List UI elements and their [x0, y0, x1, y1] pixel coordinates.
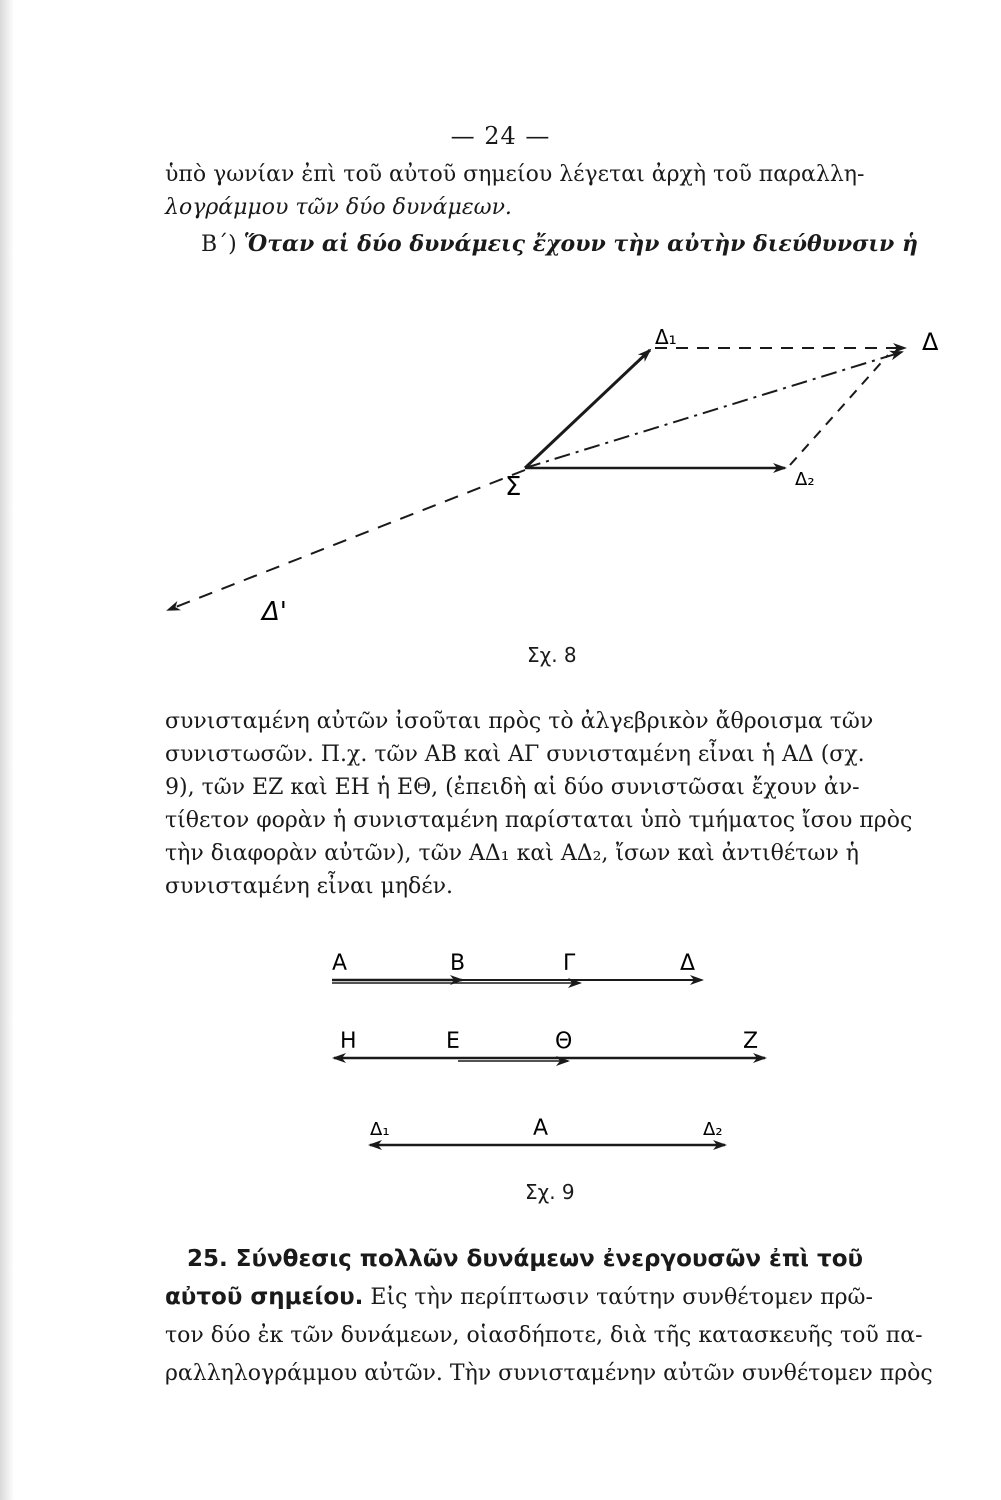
row3-label-d2: Δ₂: [703, 1119, 723, 1140]
row1-label-b: Β: [450, 951, 466, 976]
row1-label-g: Γ: [563, 951, 576, 976]
text-line: τίθετον φορὰν ἡ συνισταμένη παρίσταται ὑπὸ τμήματος ἴσου πρὸς: [165, 808, 913, 833]
row2-label-z: Ζ: [743, 1029, 759, 1054]
text-line: τον δύο ἐκ τῶν δυνάμεων, οἱασδήποτε, διὰ τῆς κατασκευῆς τοῦ πα-: [165, 1323, 923, 1348]
figure-9-caption: Σχ. 9: [525, 1180, 575, 1204]
row2-label-th: Θ: [555, 1029, 573, 1054]
label-d1: Δ₁: [655, 325, 677, 349]
page-number: — 24 —: [450, 122, 551, 150]
text-line: συνισταμένη αὐτῶν ἰσοῦται πρὸς τὸ ἀλγεβρικὸν ἄθροισμα τῶν: [165, 709, 874, 734]
text-line: ὑπὸ γωνίαν ἐπὶ τοῦ αὐτοῦ σημείου λέγεται ἀρχὴ τοῦ παραλλη-: [165, 162, 865, 187]
figure-9: [0, 945, 1001, 1155]
row1-label-a: Α: [332, 951, 348, 976]
page-edge-shadow: [0, 0, 14, 1500]
figure-8-caption: Σχ. 8: [527, 643, 577, 667]
row2-label-e: Ε: [446, 1029, 460, 1054]
top-paragraph: [165, 158, 935, 261]
case-emphasis: Ὅταν αἱ δύο δυνάμεις ἔχουν τὴν αὐτὴν διεύθυνσιν ἡ: [243, 231, 918, 257]
section-heading-cont: αὐτοῦ σημείου.: [165, 1284, 364, 1310]
row3-label-a: Α: [533, 1116, 549, 1141]
section-heading: 25. Σύνθεσις πολλῶν δυνάμεων ἐνεργουσῶν ἐπὶ τοῦ: [187, 1246, 864, 1272]
text-line: [165, 1278, 935, 1317]
text-line: τὴν διαφορὰν αὐτῶν), τῶν ΑΔ₁ καὶ ΑΔ₂, ἴσων καὶ ἀντιθέτων ἡ: [165, 841, 859, 866]
middle-paragraph: [165, 705, 935, 903]
row2-label-h: Η: [340, 1029, 357, 1054]
text-line: ραλληλογράμμου αὐτῶν. Τὴν συνισταμένην αὐτῶν συνθέτομεν πρὸς: [165, 1361, 933, 1386]
section-25: [165, 1240, 935, 1393]
section-text: Εἰς τὴν περίπτωσιν ταύτην συνθέτομεν πρῶ-: [370, 1285, 873, 1310]
label-d2: Δ₂: [795, 469, 815, 490]
label-d-prime: Δ': [262, 597, 287, 627]
dashed-d2-d: [790, 355, 888, 465]
label-sigma: Σ: [505, 472, 522, 502]
row3-label-d1: Δ₁: [370, 1119, 390, 1140]
text-line: λογράμμου τῶν δύο δυνάμεων.: [165, 195, 512, 220]
text-line: συνισταμένη εἶναι μηδέν.: [165, 874, 454, 899]
dashed-sigma-dprime: [168, 470, 525, 610]
text-line: 9), τῶν ΕΖ καὶ ΕΗ ἡ ΕΘ, (ἐπειδὴ αἱ δύο συνιστῶσαι ἔχουν ἀν-: [165, 775, 860, 800]
label-d: Δ: [922, 328, 939, 356]
resultant-sigma-d: [525, 352, 902, 468]
text-line: συνιστωσῶν. Π.χ. τῶν ΑΒ καὶ ΑΓ συνισταμένη εἶναι ἡ ΑΔ (σχ.: [165, 742, 865, 767]
row1-label-d: Δ: [680, 951, 696, 976]
case-label: Β΄): [201, 232, 237, 257]
vector-sigma-d1: [525, 350, 650, 468]
text-line-case-b: [165, 228, 935, 261]
figure-8: [0, 310, 1001, 670]
